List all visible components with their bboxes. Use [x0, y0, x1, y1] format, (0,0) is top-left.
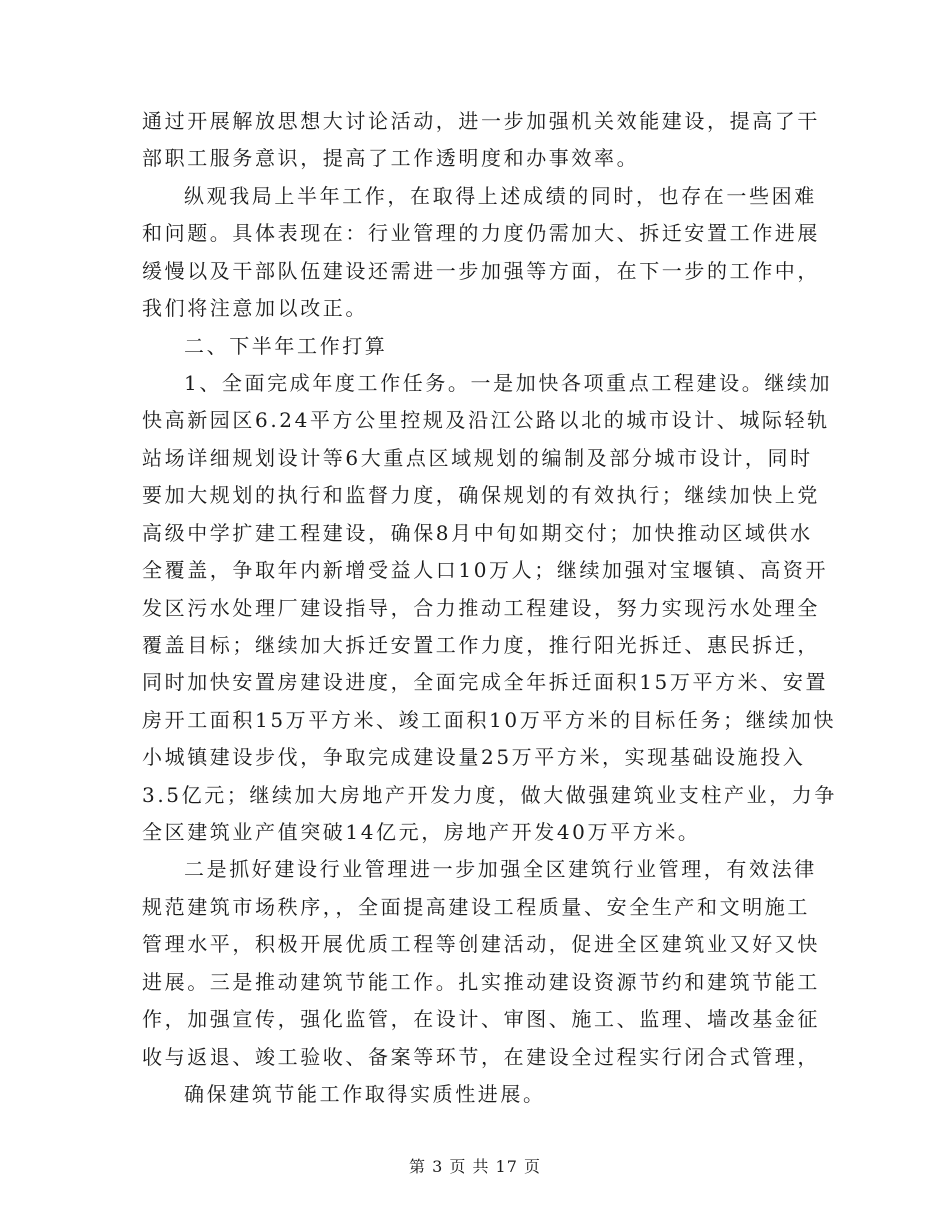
footer-total-pages: 17 [495, 1157, 518, 1176]
text-line: 1、全面完成年度工作任务。一是加快各项重点工程建设。继续加 [184, 371, 833, 395]
text-line: 全区建筑业产值突破14亿元，房地产开发40万平方米。 [142, 820, 701, 844]
text-line: 二是抓好建设行业管理进一步加强全区建筑行业管理，有效法律 [184, 857, 817, 881]
text-line: 收与返退、竣工验收、备案等环节，在建设全过程实行闭合式管理， [142, 1045, 820, 1069]
text-line: 发区污水处理厂建设指导，合力推动工程建设，努力实现污水处理全 [142, 596, 820, 620]
text-line: 部职工服务意识，提高了工作透明度和办事效率。 [142, 146, 640, 170]
text-line: 管理水平，积极开展优质工程等创建活动，促进全区建筑业又好又快 [142, 932, 820, 956]
footer-current-page: 3 [432, 1157, 444, 1176]
text-line: 站场详细规划设计等6大重点区域规划的编制及部分城市设计，同时 [142, 446, 813, 470]
text-line: 小城镇建设步伐，争取完成建设量25万平方米，实现基础设施投入 [142, 745, 806, 769]
text-line: 缓慢以及干部队伍建设还需进一步加强等方面，在下一步的工作中， [142, 259, 820, 283]
footer-suffix: 页 [524, 1157, 542, 1176]
footer-middle: 页 共 [449, 1157, 490, 1176]
text-line: 3.5亿元；继续加大房地产开发力度，做大做强建筑业支柱产业，力争 [142, 783, 838, 807]
text-line: 进展。三是推动建筑节能工作。扎实推动建设资源节约和建筑节能工 [142, 970, 820, 994]
section-heading: 二、下半年工作打算 [184, 334, 388, 358]
text-line: 全覆盖，争取年内新增受益人口10万人；继续加强对宝堰镇、高资开 [142, 558, 829, 582]
text-line: 覆盖目标；继续加大拆迁安置工作力度，推行阳光拆迁、惠民拆迁， [142, 633, 820, 657]
text-line: 同时加快安置房建设进度，全面完成全年拆迁面积15万平方米、安置 [142, 670, 829, 694]
text-line: 通过开展解放思想大讨论活动，进一步加强机关效能建设，提高了干 [142, 109, 820, 133]
text-line: 快高新园区6.24平方公里控规及沿江公路以北的城市设计、城际轻轨 [142, 408, 830, 432]
page-footer [0, 1154, 950, 1177]
text-line: 我们将注意加以改正。 [142, 296, 368, 320]
footer-prefix: 第 [408, 1157, 426, 1176]
text-line: 高级中学扩建工程建设，确保8月中旬如期交付；加快推动区域供水 [142, 521, 813, 545]
text-line: 确保建筑节能工作取得实质性进展。 [184, 1082, 546, 1106]
text-line: 房开工面积15万平方米、竣工面积10万平方米的目标任务；继续加快 [142, 708, 837, 732]
text-line: 和问题。具体表现在：行业管理的力度仍需加大、拆迁安置工作进展 [142, 221, 820, 245]
text-line: 规范建筑市场秩序，，全面提高建设工程质量、安全生产和文明施工 [142, 895, 810, 919]
text-line: 纵观我局上半年工作，在取得上述成绩的同时，也存在一些困难 [184, 184, 817, 208]
text-line: 要加大规划的执行和监督力度，确保规划的有效执行；继续加快上党 [142, 483, 820, 507]
text-line: 作，加强宣传，强化监管，在设计、审图、施工、监理、墙改基金征 [142, 1007, 820, 1031]
